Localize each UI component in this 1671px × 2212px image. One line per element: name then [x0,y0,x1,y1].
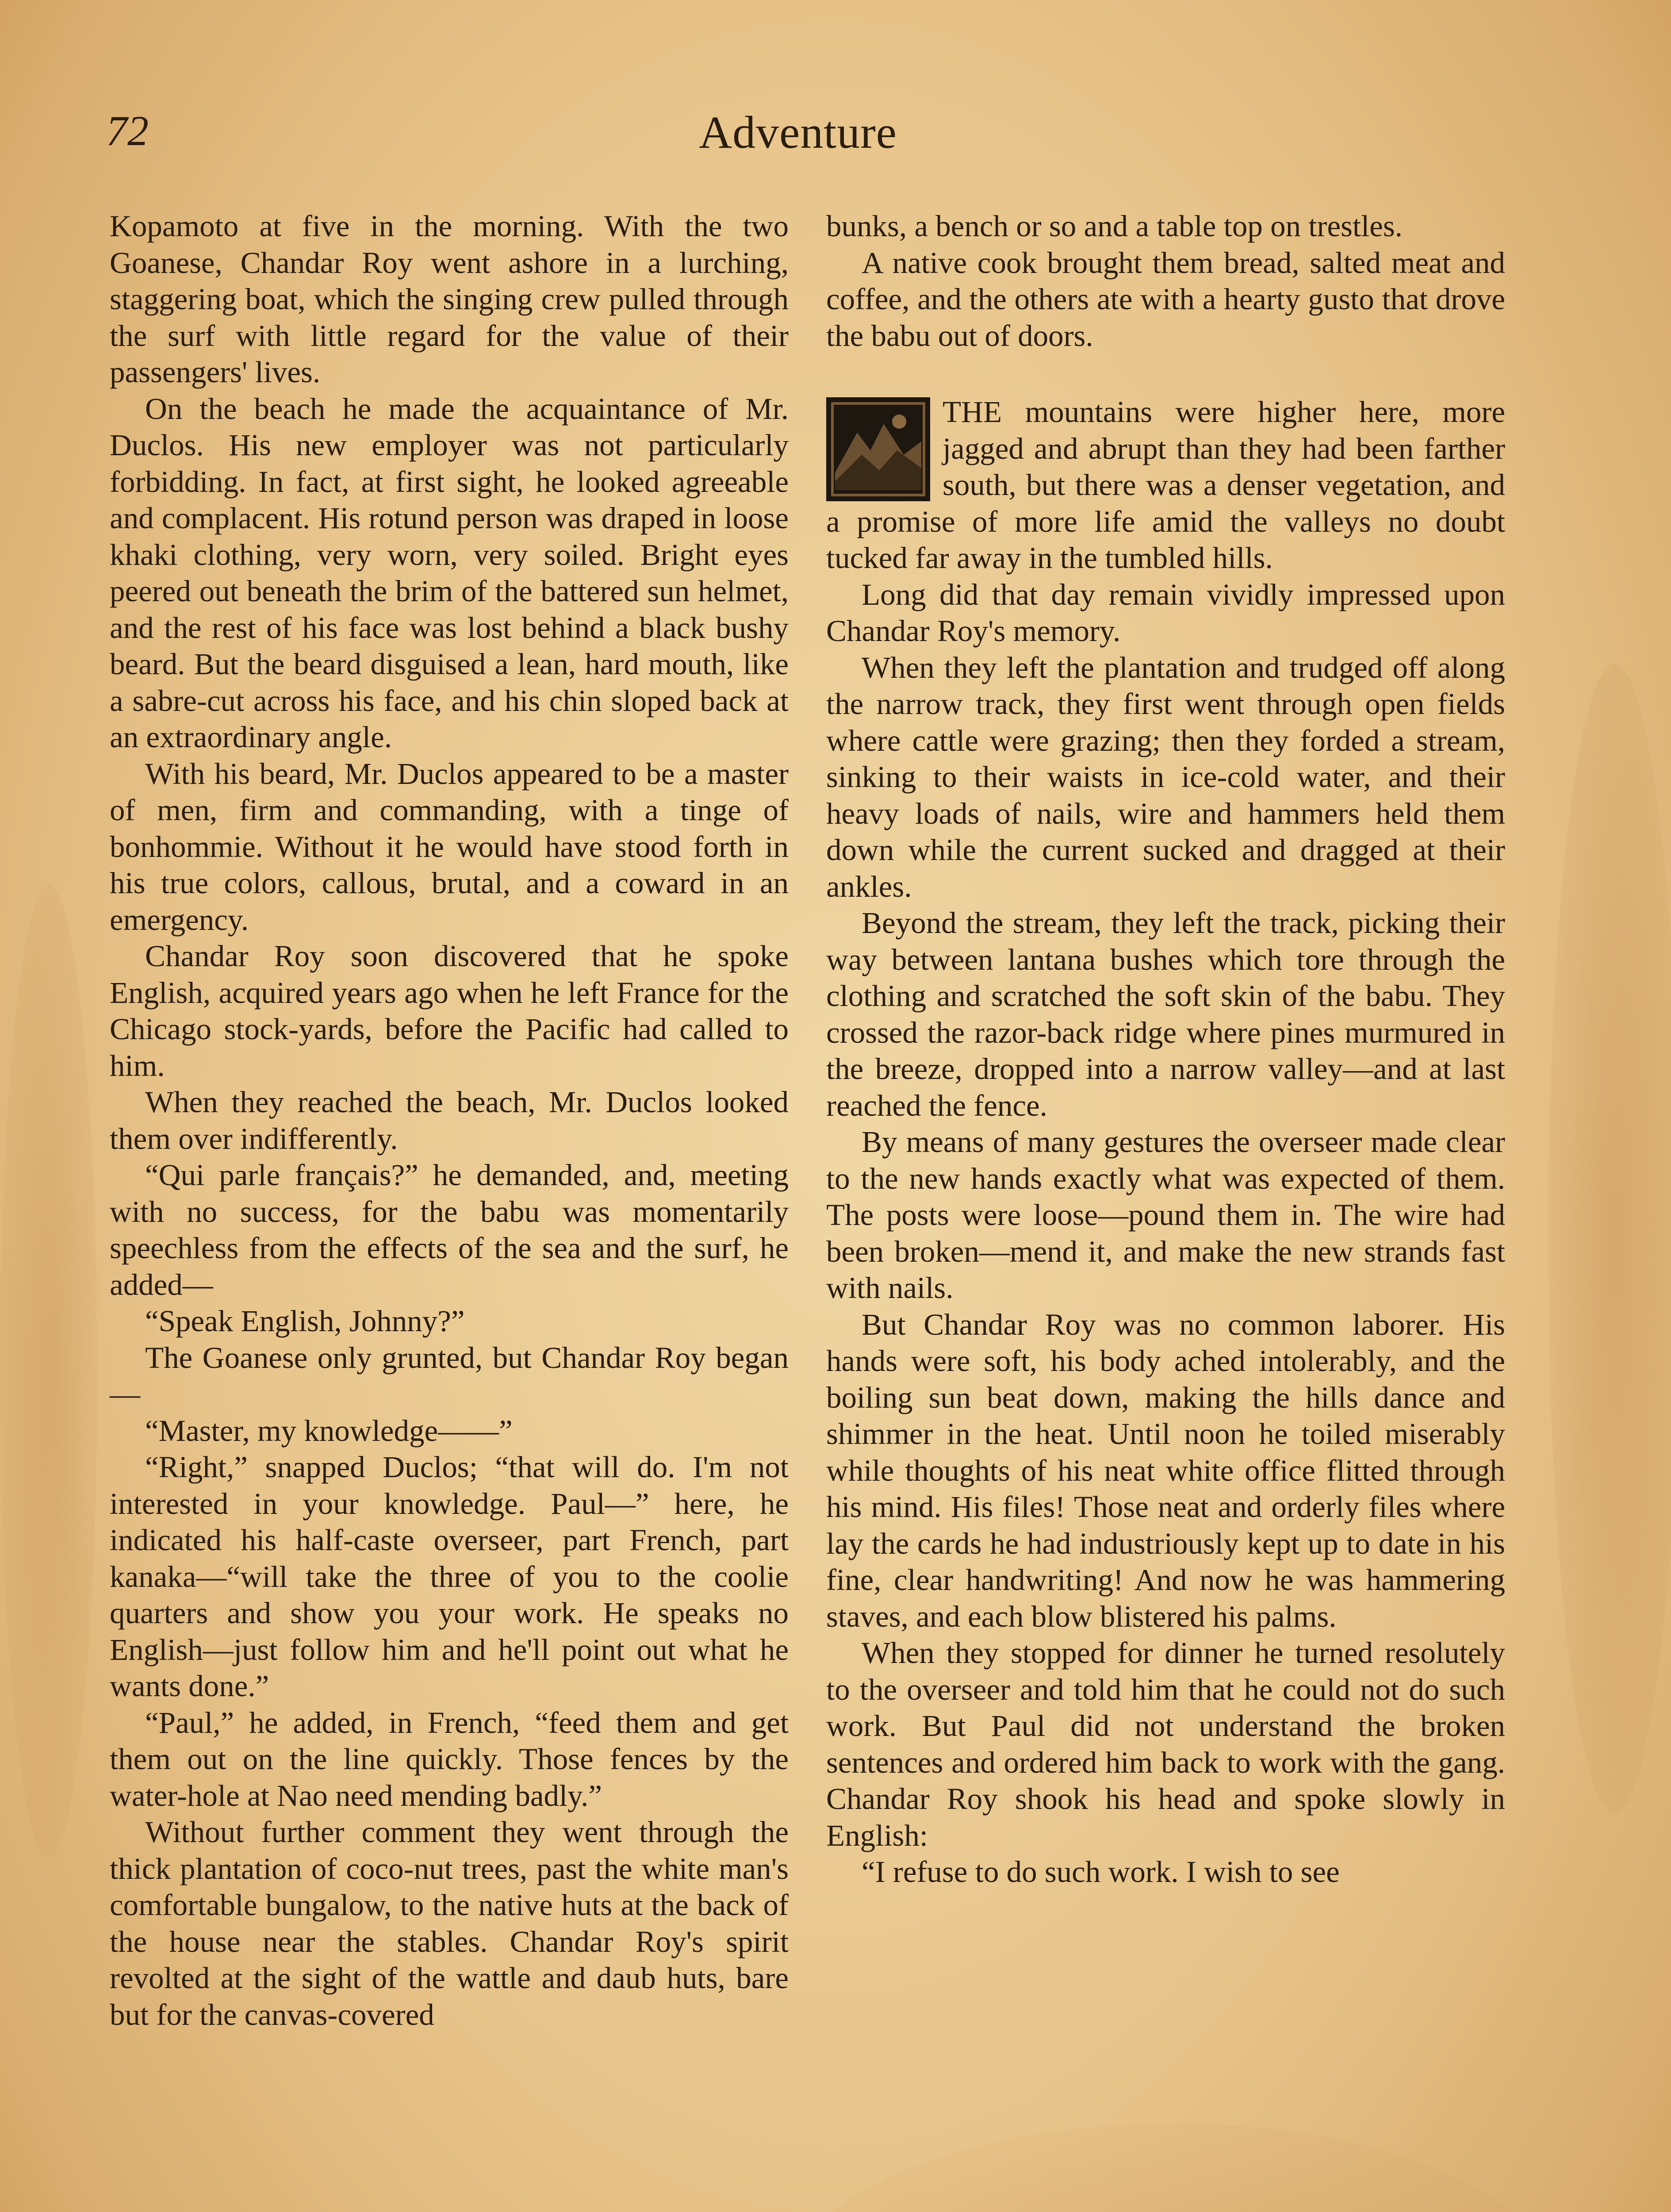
magazine-title: Adventure [699,107,897,158]
paragraph: THE mountains were higher here, more jagged and abrupt than they had been farther south, but there was a denser vegetation, and a promise of more life amid the valleys no doubt tucked far away in the tumbled hills. [826,395,1505,575]
left-column [110,208,789,2033]
paragraph: bunks, a bench or so and a table top on trestles. [826,209,1403,243]
running-head [106,106,1522,168]
paper-stain [1548,664,1671,1814]
page-number: 72 [106,107,149,154]
paragraph: When they left the plantation and trudged off along the narrow track, they first went through open fields where cattle were grazing; then they forded a stream, sinking to their waists in ice-cold water, and their heavy loads of nails, wire and hammers held them down while the current sucked and dragged at their ankles. [826,650,1505,903]
mountain-vignette-icon [826,397,930,501]
paragraph: With his beard, Mr. Duclos appeared to be a master of men, firm and commanding, with a tinge of bonhommie. Without it he would have stood forth in his true colors, callous, brutal, and a coward in an emergency. [110,757,789,937]
paragraph: Beyond the stream, they left the track, picking their way between lantana bushes which tore through the clothing and scratched the soft skin of the babu. They crossed the razor-back ridge where pines murmured in the breeze, dropped into a narrow valley—and at last reached the fence. [826,906,1505,1122]
right-column [826,208,1505,1890]
paragraph: “Qui parle français?” he demanded, and, meeting with no success, for the babu was momentarily speechless from the effects of the sea and the surf, he added— [110,1158,789,1302]
paragraph: But Chandar Roy was no common laborer. His hands were soft, his body ached intolerably, and the boiling sun beat down, making the hills dance and shimmer in the heat. Until noon he toiled miserably while thoughts of his neat white office flitted through his mind. His files! Those neat and orderly files where lay the cards he had industriously kept up to date in his fine, clear handwriting! And now he was hammering staves, and each blow blistered his palms. [826,1307,1505,1633]
paper-stain [796,2124,1548,2212]
paragraph: “Right,” snapped Duclos; “that will do. I'm not interested in your knowledge. Paul—” here, he indicated his half-caste overseer, part French, part kanaka—“will take the three of you to the coolie quarters and show you your work. He speaks no English—just follow him and he'll point out what he wants done.” [110,1450,789,1703]
paragraph: By means of many gestures the overseer made clear to the new hands exactly what was expected of them. The posts were loose—pound them in. The wire had been broken—mend it, and make the new strands fast with nails. [826,1125,1505,1305]
paragraph: Kopamoto at five in the morning. With the two Goanese, Chandar Roy went ashore in a lurching, staggering boat, which the singing crew pulled through the surf with little regard for the value of their passengers' lives. [110,209,789,389]
paragraph: The Goanese only grunted, but Chandar Roy began— [110,1340,789,1411]
paragraph: “Speak English, Johnny?” [145,1304,465,1338]
paper-stain [0,885,97,1858]
paragraph: “I refuse to do such work. I wish to see [862,1855,1340,1889]
paragraph: Long did that day remain vividly impressed upon Chandar Roy's memory. [826,577,1505,648]
paragraph: “Paul,” he added, in French, “feed them and get them out on the line quickly. Those fences by the water-hole at Nao need mending badly.” [110,1705,789,1813]
paragraph: When they stopped for dinner he turned resolutely to the overseer and told him that he could not do such work. But Paul did not understand the broken sentences and ordered him back to work with the gang. Chandar Roy shook his head and spoke slowly in English: [826,1636,1505,1852]
paragraph: Chandar Roy soon discovered that he spoke English, acquired years ago when he left France for the Chicago stock-yards, before the Pacific had called to him. [110,939,789,1083]
paragraph: When they reached the beach, Mr. Duclos looked them over indifferently. [110,1085,789,1156]
paragraph: On the beach he made the acquaintance of Mr. Duclos. His new employer was not particularly forbidding. In fact, at first sight, he looked agreeable and complacent. His rotund person was draped in loose khaki clothing, very worn, very soiled. Bright eyes peered out beneath the brim of the battered sun helmet, and the rest of his face was lost behind a black bushy beard. But the beard disguised a lean, hard mouth, like a sabre-cut across his face, and his chin sloped back at an extraordinary angle. [110,392,789,754]
paragraph: Without further comment they went through the thick plantation of coco-nut trees, past the white man's comfortable bungalow, to the native huts at the back of the house near the stables. Chandar Roy's spirit revolted at the sight of the wattle and daub huts, bare but for the canvas-covered [110,1815,789,2032]
paragraph: A native cook brought them bread, salted meat and coffee, and the others ate with a hearty gusto that drove the babu out of doors. [826,246,1505,353]
paragraph: “Master, my knowledge——” [145,1413,513,1448]
